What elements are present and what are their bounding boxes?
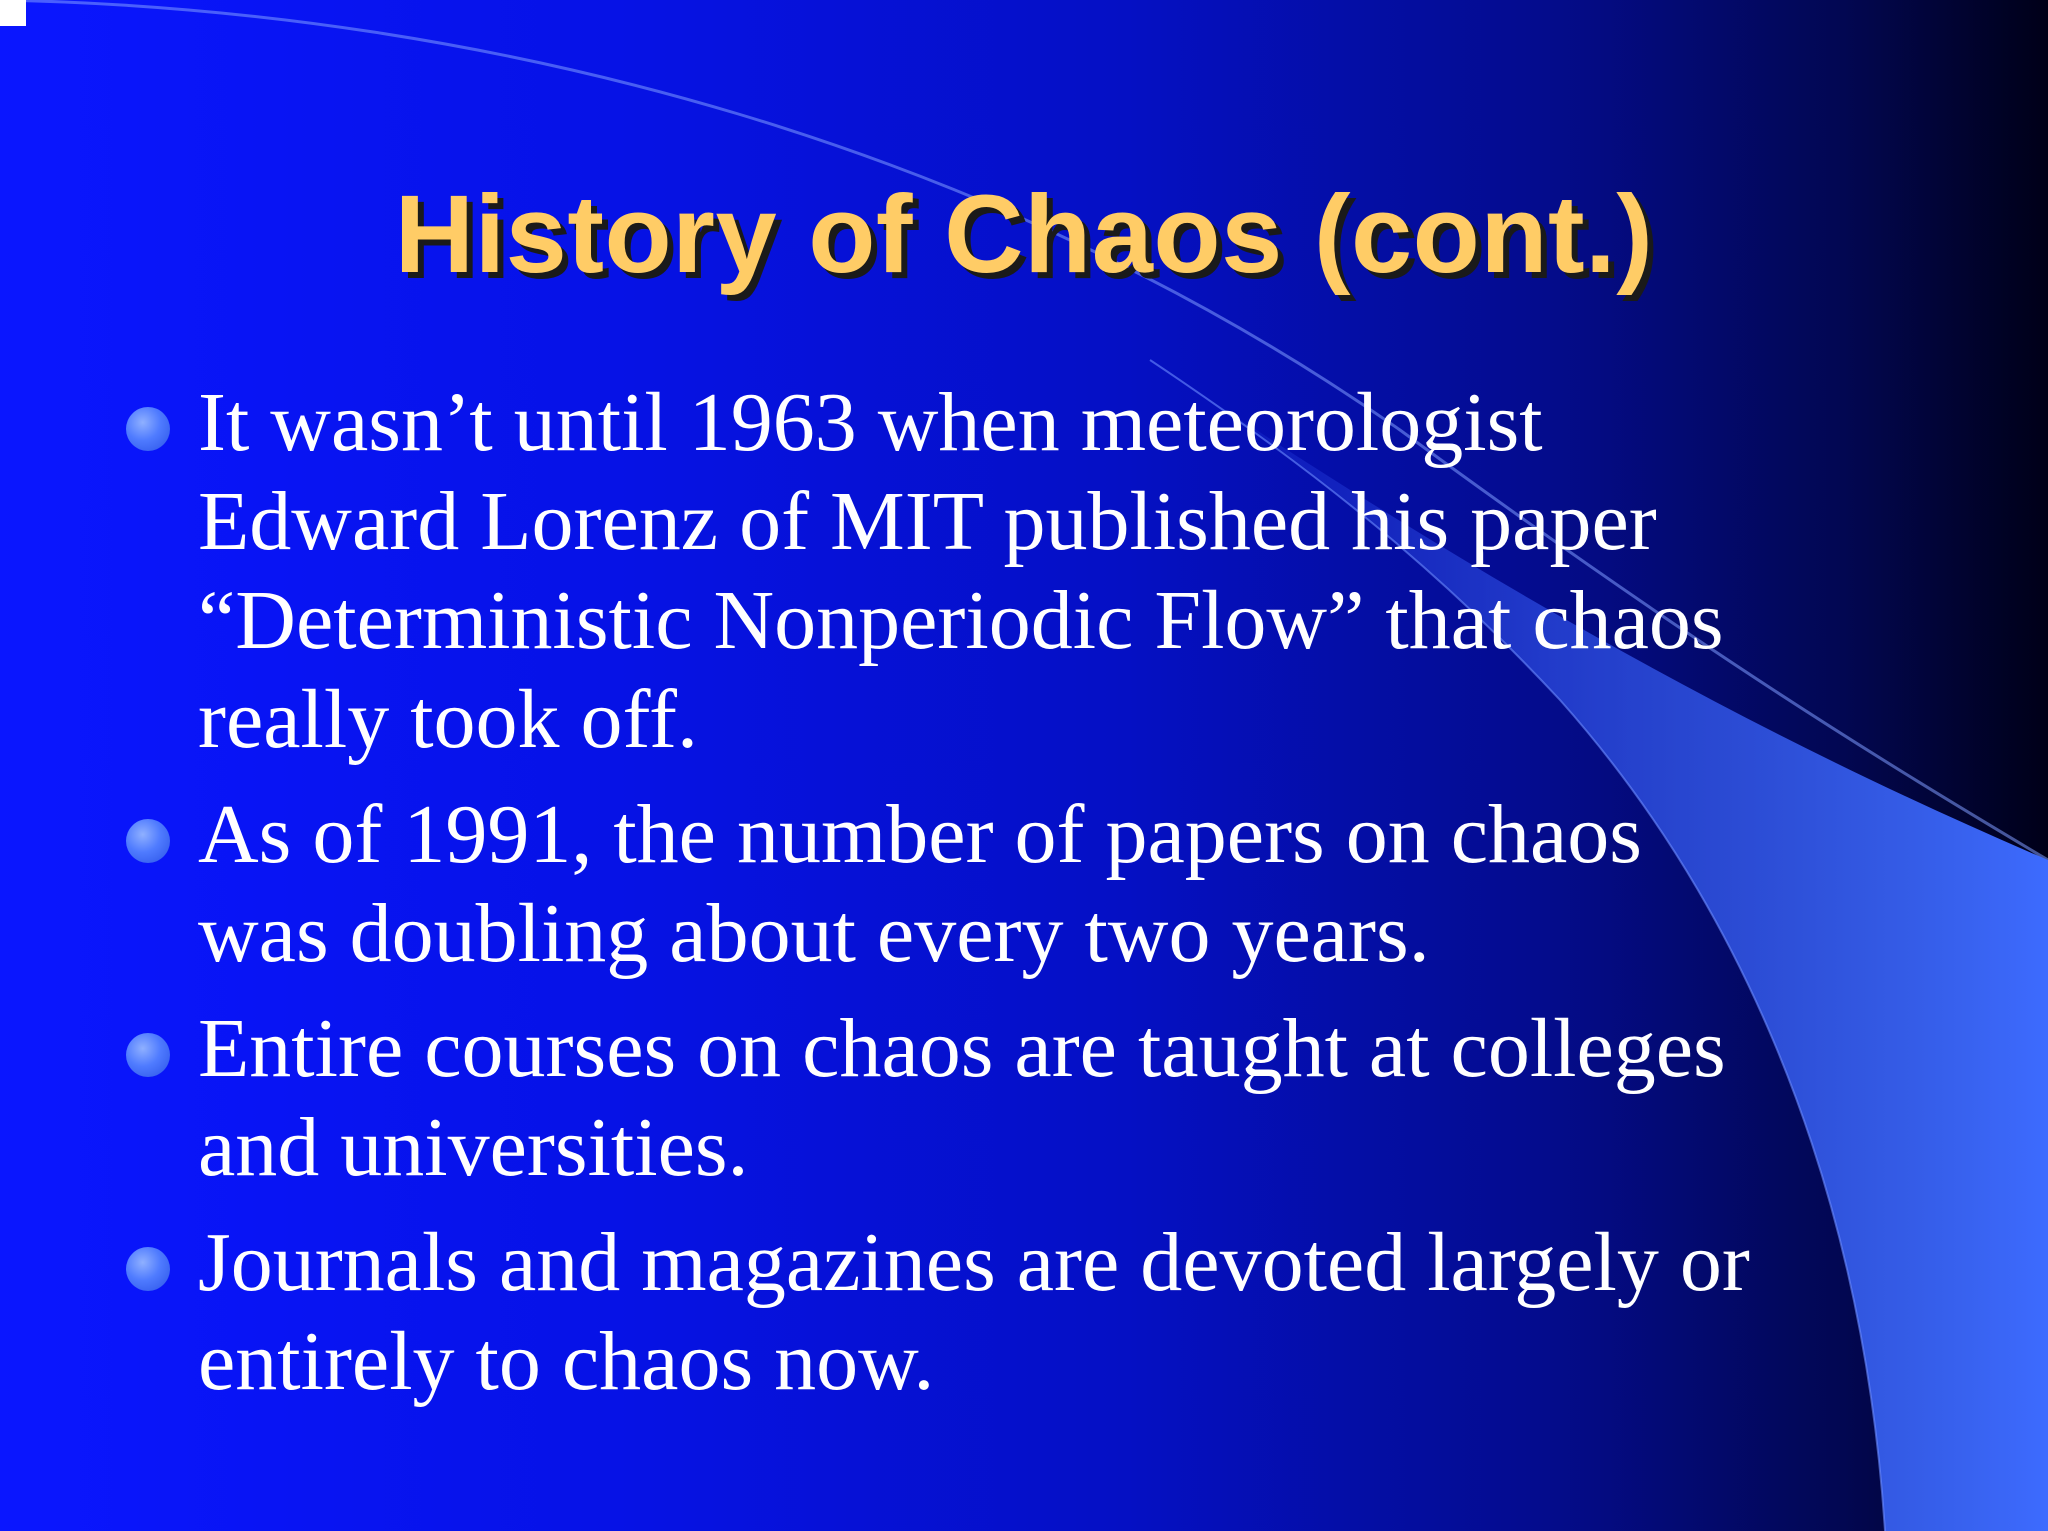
bullet-item <box>124 785 1964 983</box>
bullet-dot-icon <box>126 1247 170 1291</box>
bullet-dot-icon <box>126 407 170 451</box>
bullet-line: entirely to chaos now. <box>198 1315 935 1408</box>
bullet-line: was doubling about every two years. <box>198 887 1430 980</box>
bullet-list <box>124 373 1964 1427</box>
bullet-line: It wasn’t until 1963 when meteorologist <box>198 376 1543 469</box>
bullet-item <box>124 373 1964 769</box>
bullet-line: and universities. <box>198 1101 749 1194</box>
bullet-dot-icon <box>126 1033 170 1077</box>
bullet-line: Journals and magazines are devoted largely or <box>198 1216 1750 1309</box>
bullet-line: Entire courses on chaos are taught at colleges <box>198 1002 1726 1095</box>
bullet-dot-icon <box>126 819 170 863</box>
corner-mark <box>0 0 26 26</box>
bullet-line: really took off. <box>198 673 698 766</box>
bullet-line: As of 1991, the number of papers on chaos <box>198 788 1642 881</box>
bullet-line: Edward Lorenz of MIT published his paper <box>198 475 1657 568</box>
bullet-item <box>124 999 1964 1197</box>
bullet-item <box>124 1213 1964 1411</box>
slide-title: History of Chaos (cont.) <box>394 173 1654 296</box>
bullet-line: “Deterministic Nonperiodic Flow” that chaos <box>198 574 1724 667</box>
